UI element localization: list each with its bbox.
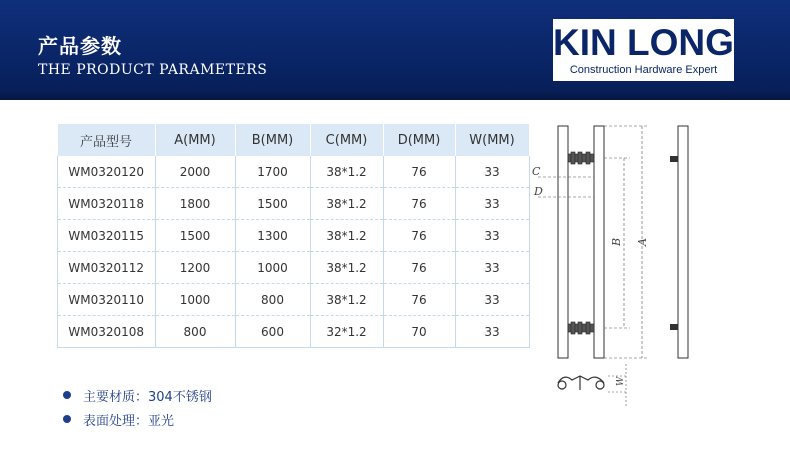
door-edge-left bbox=[558, 126, 568, 358]
cell-d: 76 bbox=[383, 252, 455, 284]
cell-d: 76 bbox=[383, 188, 455, 220]
cell-a: 1500 bbox=[155, 220, 235, 252]
cell-d: 70 bbox=[383, 316, 455, 348]
bullet-dot-icon bbox=[63, 415, 71, 423]
cell-b: 600 bbox=[235, 316, 310, 348]
note-material: 主要材质：304不锈钢 bbox=[83, 390, 212, 405]
cell-d: 76 bbox=[383, 284, 455, 316]
header-shadow bbox=[0, 90, 790, 100]
col-header-w: W(MM) bbox=[455, 124, 529, 156]
handle-technical-drawing bbox=[520, 118, 730, 413]
label-a: A bbox=[636, 238, 649, 246]
cell-model: WM0320110 bbox=[58, 284, 156, 316]
table-row bbox=[58, 252, 530, 284]
handle-side-profile bbox=[678, 126, 688, 358]
col-header-d: D(MM) bbox=[383, 124, 455, 156]
cell-model: WM0320118 bbox=[58, 188, 156, 220]
label-b: B bbox=[610, 237, 623, 246]
cell-model: WM0320115 bbox=[58, 220, 156, 252]
col-header-model: 产品型号 bbox=[58, 124, 156, 156]
cell-w: 33 bbox=[455, 316, 529, 348]
section-title-cn: 产品参数 bbox=[38, 34, 122, 58]
handle-bar bbox=[594, 126, 604, 358]
cell-c: 38*1.2 bbox=[310, 252, 383, 284]
cell-c: 32*1.2 bbox=[310, 316, 383, 348]
table-row bbox=[58, 188, 530, 220]
spec-table bbox=[57, 124, 530, 348]
cell-a: 2000 bbox=[155, 156, 235, 188]
cell-a: 800 bbox=[155, 316, 235, 348]
table-row bbox=[58, 316, 530, 348]
section-title-en: THE PRODUCT PARAMETERS bbox=[38, 62, 268, 78]
cell-w: 33 bbox=[455, 220, 529, 252]
cell-b: 1500 bbox=[235, 188, 310, 220]
cell-c: 38*1.2 bbox=[310, 220, 383, 252]
bullet-dot-icon bbox=[63, 391, 71, 399]
brand-logo bbox=[553, 19, 734, 81]
cell-a: 1800 bbox=[155, 188, 235, 220]
cell-c: 38*1.2 bbox=[310, 156, 383, 188]
cell-w: 33 bbox=[455, 252, 529, 284]
brand-name: KIN LONG bbox=[553, 22, 734, 63]
label-w: W bbox=[616, 376, 626, 386]
cell-model: WM0320112 bbox=[58, 252, 156, 284]
cell-b: 800 bbox=[235, 284, 310, 316]
cell-model: WM0320120 bbox=[58, 156, 156, 188]
page-header bbox=[0, 0, 790, 100]
handle-cross-section bbox=[558, 376, 604, 390]
cell-d: 76 bbox=[383, 220, 455, 252]
cell-c: 38*1.2 bbox=[310, 284, 383, 316]
col-header-a: A(MM) bbox=[155, 124, 235, 156]
table-header-row bbox=[58, 124, 530, 156]
cell-d: 76 bbox=[383, 156, 455, 188]
table-row bbox=[58, 156, 530, 188]
cell-model: WM0320108 bbox=[58, 316, 156, 348]
cell-w: 33 bbox=[455, 284, 529, 316]
cell-b: 1700 bbox=[235, 156, 310, 188]
note-finish: 表面处理：亚光 bbox=[83, 414, 175, 429]
cell-a: 1200 bbox=[155, 252, 235, 284]
side-stubs bbox=[670, 156, 678, 330]
table-row bbox=[58, 220, 530, 252]
brand-tagline: Construction Hardware Expert bbox=[569, 64, 718, 76]
cell-w: 33 bbox=[455, 188, 529, 220]
cell-b: 1000 bbox=[235, 252, 310, 284]
label-c: C bbox=[532, 165, 541, 178]
table-row bbox=[58, 284, 530, 316]
cell-w: 33 bbox=[455, 156, 529, 188]
connector-bottom bbox=[568, 322, 594, 334]
col-header-c: C(MM) bbox=[310, 124, 383, 156]
connector-top bbox=[568, 152, 594, 164]
cell-a: 1000 bbox=[155, 284, 235, 316]
cell-c: 38*1.2 bbox=[310, 188, 383, 220]
label-d: D bbox=[534, 185, 543, 198]
cell-b: 1300 bbox=[235, 220, 310, 252]
col-header-b: B(MM) bbox=[235, 124, 310, 156]
